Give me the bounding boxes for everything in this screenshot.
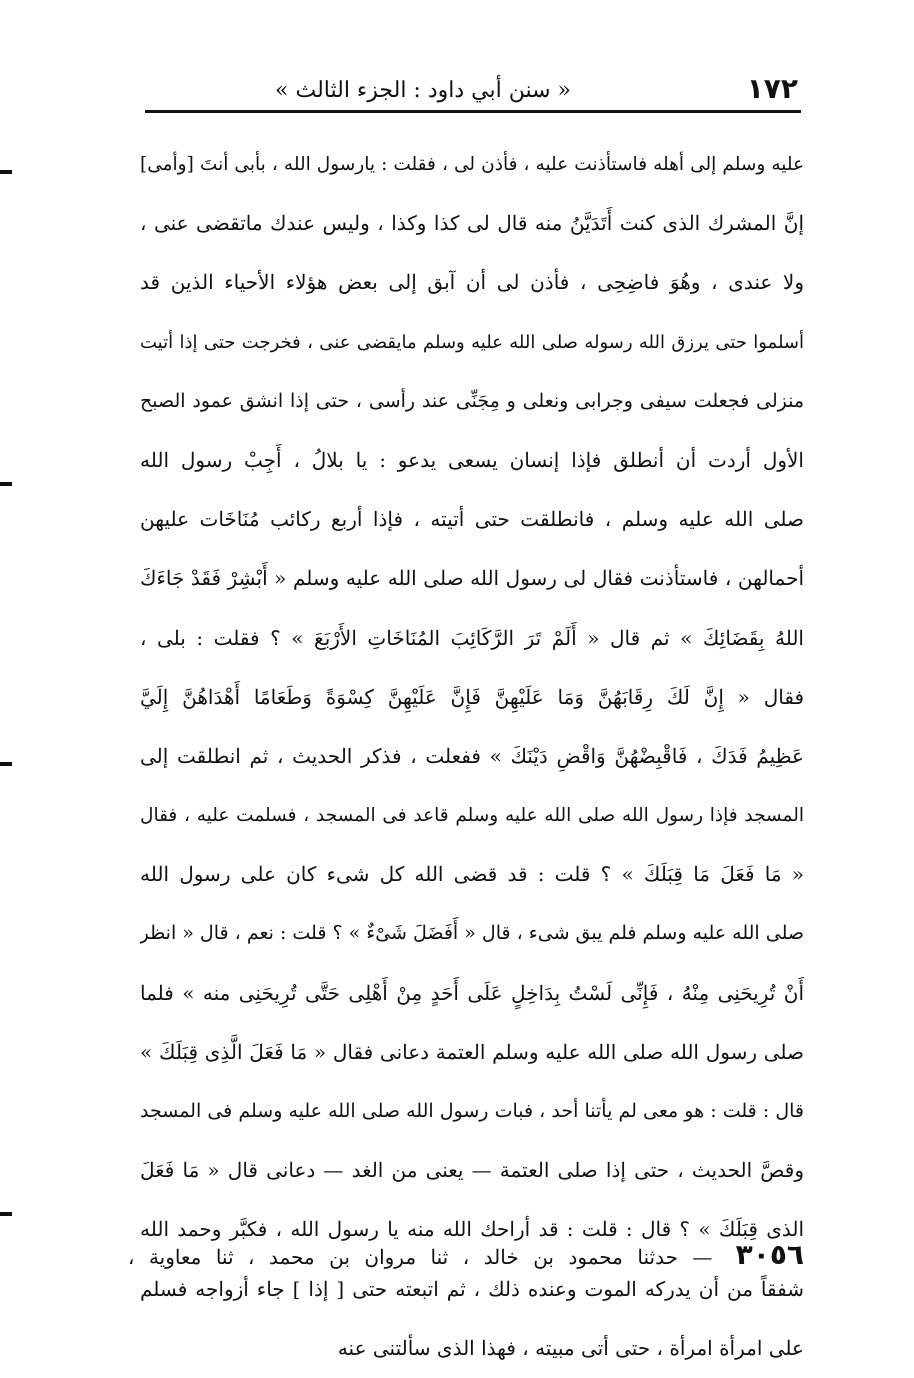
margin-mark	[0, 762, 12, 766]
text-line: صلى رسول الله صلى الله عليه وسلم العتمة دعانى فقال « مَا فَعَلَ الَّذِى قِبَلَكَ »	[140, 1039, 804, 1064]
text-line: صلى الله عليه وسلم فلم يبق شىء ، قال « أَفَضَلَ شَىْءٌ » ؟ قلت : نعم ، قال « انظر	[140, 922, 804, 945]
text-line: صلى الله عليه وسلم ، فانطلقت حتى أتيته ، فإذا أربع ركائب مُنَاخَات عليهن	[140, 507, 804, 532]
text-line: الأول أردت أن أنطلق فإذا إنسان يسعى يدعو : يا بلالُ ، أَجِبْ رسول الله	[140, 447, 804, 472]
header-rule	[145, 110, 801, 113]
text-line: « مَا فَعَلَ مَا قِبَلَكَ » ؟ قلت : قد قضى الله كل شىء كان على رسول الله	[140, 862, 804, 887]
text-line: منزلى فجعلت سيفى وجرابى ونعلى و مِجَنِّى عند رأسى ، حتى إذا انشق عمود الصبح	[140, 389, 804, 412]
text-line: أَنْ تُرِيحَنِى مِنْهُ ، فَإِنِّى لَسْتُ بِدَاخِلٍ عَلَى أَحَدٍ مِنْ أَهْلِى حَتَّى تُرِيحَنِى منه » فلما	[140, 980, 804, 1005]
text-line: عليه وسلم إلى أهله فاستأذنت عليه ، فأذن لى ، فقلت : يارسول الله ، بأبى أنتَ [وأمى]	[140, 154, 804, 175]
margin-mark	[0, 170, 12, 174]
margin-mark	[0, 482, 12, 486]
text-line: ولا عندى ، وهُوَ فاضِحِى ، فأذن لى أن آبق إلى بعض هؤلاء الأحياء الذين قد	[140, 270, 804, 295]
hadith-number: ٣٠٥٦	[735, 1238, 804, 1271]
text-line: فقال « إِنَّ لَكَ رِقَابَهُنَّ وَمَا عَلَيْهِنَّ فَإِنَّ عَلَيْهِنَّ كِسْوَةً وَطَعَامًا أَهْدَاهُنَّ إِلَيَّ	[140, 684, 804, 709]
text-line: عَظِيمُ فَدَكَ ، فَاقْبِضْهُنَّ وَاقْضِ دَيْنَكَ » ففعلت ، فذكر الحديث ، ثم انطلقت إلى	[140, 743, 804, 768]
text-line: أحمالهن ، فاستأذنت فقال لى رسول الله صلى الله عليه وسلم « أَبْشِرْ فَقَدْ جَاءَكَ	[140, 566, 804, 591]
text-line: وقصَّ الحديث ، حتى إذا صلى العتمة — يعنى من الغد — دعانى قال « مَا فَعَلَ	[140, 1158, 804, 1183]
text-line: شفقاً من أن يدركه الموت وعنده ذلك ، ثم اتبعته حتى [ إذا ] جاء أزواجه فسلم	[140, 1276, 804, 1301]
page-header	[148, 72, 798, 108]
text-line: على امرأة امرأة ، حتى أتى مبيته ، فهذا الذى سألتنى عنه	[337, 1335, 804, 1360]
isnad-text: — حدثنا محمود بن خالد ، ثنا مروان بن محمد ، ثنا معاوية ،	[128, 1245, 713, 1269]
text-line: أسلموا حتى يرزق الله رسوله صلى الله عليه وسلم مايقضى عنى ، فخرجت حتى إذا أتيت	[140, 331, 804, 353]
text-line: المسجد فإذا رسول الله صلى الله عليه وسلم قاعد فى المسجد ، فسلمت عليه ، فقال	[140, 805, 804, 827]
next-hadith-start	[128, 1230, 804, 1280]
text-line: الذى قِبَلَكَ » ؟ قال : قلت : قد أراحك الله منه يا رسول الله ، فكبَّر وحمد الله	[140, 1217, 804, 1242]
margin-mark	[0, 1212, 12, 1216]
page-number: ١٧٢	[746, 72, 798, 105]
next-hadith-line	[128, 1230, 804, 1284]
text-line: إنَّ المشرك الذى كنت أَتَدَيَّنُ منه قال لى كذا وكذا ، وليس عندك ماتقضى عنى ،	[140, 211, 804, 236]
text-line: اللهُ بِقَضَائِكَ » ثم قال « أَلَمْ تَرَ الرَّكَائِبَ المُنَاخَاتِ الأَرْبَعَ » ؟ فقلت : بلى ،	[140, 625, 804, 650]
running-title: « سنن أبي داود : الجزء الثالث »	[275, 78, 571, 103]
hadith-body-text	[140, 135, 804, 1378]
text-line: قال : قلت : هو معى لم يأتنا أحد ، فبات رسول الله صلى الله عليه وسلم فى المسجد	[140, 1100, 804, 1122]
